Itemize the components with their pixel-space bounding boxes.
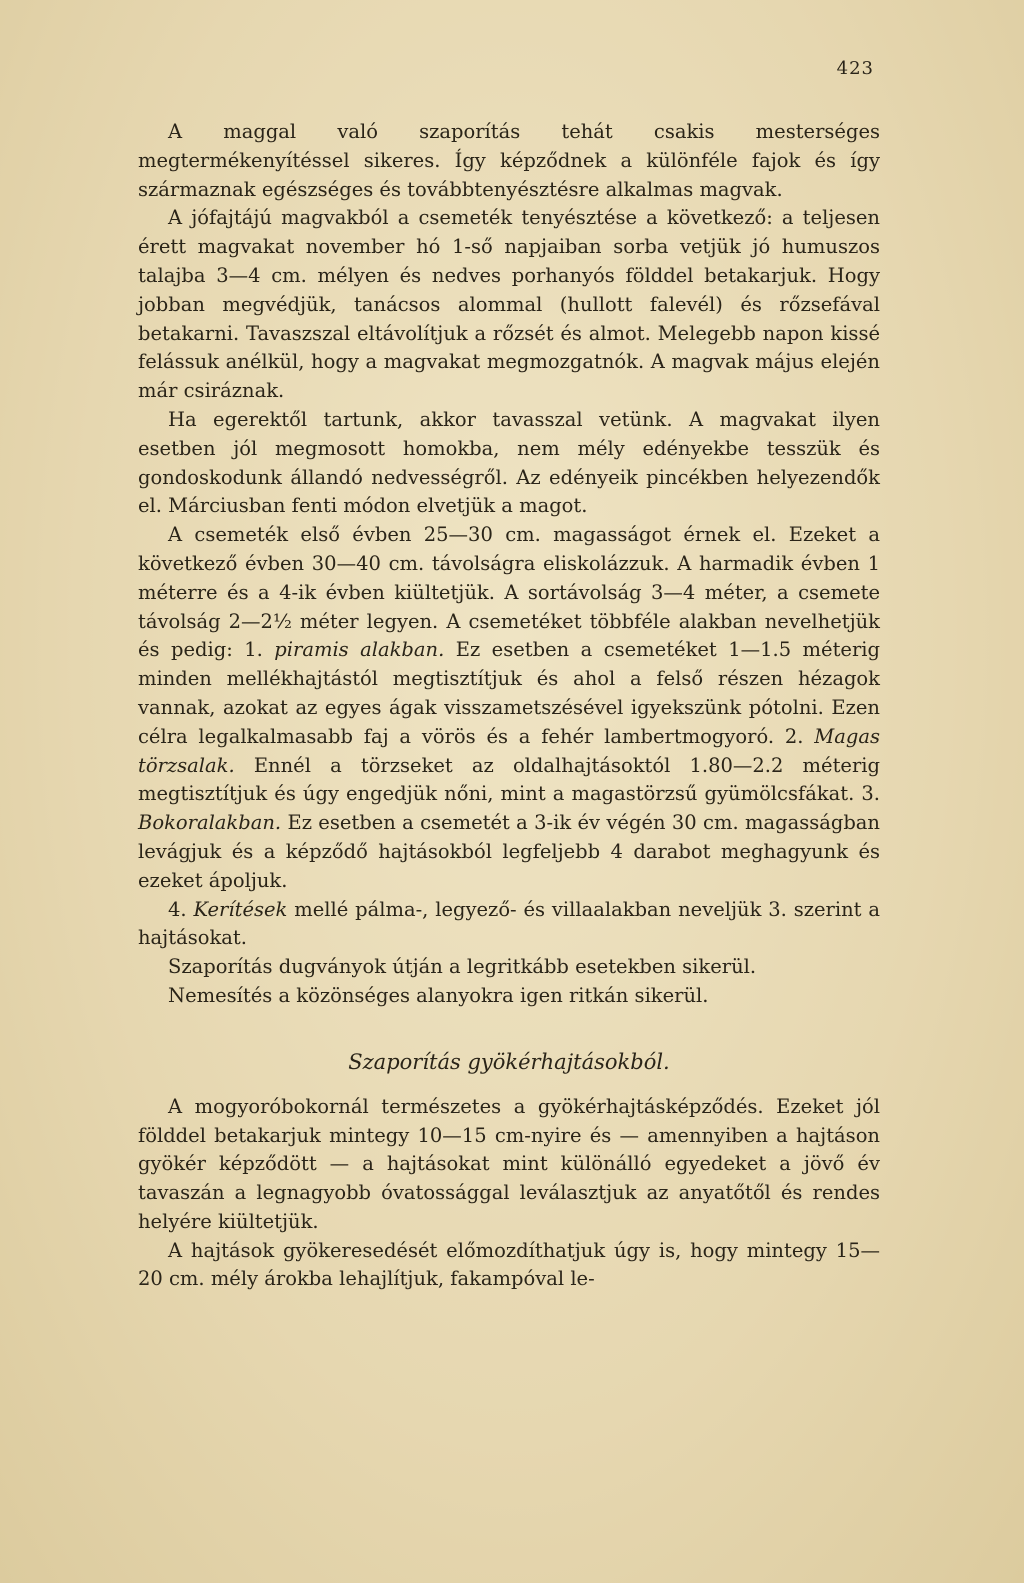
form-fence-text: mellé pálma-, legyező- és villaalakban neveljük 3. szerint a hajtásokat.	[138, 897, 880, 950]
paragraph-fences	[138, 896, 880, 954]
form-fence-label: Kerítések	[193, 897, 288, 921]
paragraph-text: A csemeték első évben 25—30 cm. magasságot érnek el. Ezeket a következő évben 30—40 cm. távolságra eliskolázzuk. A harmadik évben 1 méterre és a 4-ik évben kiültetjük. A sortávolság 3—4 méter, a csemete távolság 2—2½ méter legyen. A csemetéket többféle alakban nevelhetjük és pedig: 1.	[138, 523, 880, 662]
paragraph: A maggal való szaporítás tehát csakis mesterséges megtermékenyítéssel sikeres. Így képződnek a különféle fajok és így származnak egészséges és továbbtenyésztésre alkalmas magvak.	[138, 120, 880, 201]
paragraph: Nemesítés a közönséges alanyokra igen ritkán sikerül.	[168, 983, 709, 1007]
page-body	[138, 118, 880, 1294]
form-pyramid-label: piramis alakban.	[274, 638, 445, 662]
form-fence-number: 4.	[168, 897, 194, 921]
form-bush-label: Bokoralakban.	[138, 811, 282, 835]
page-number: 423	[836, 58, 874, 79]
paragraph: A jófajtájú magvakból a csemeték tenyésztése a következő: a teljesen érett magvakat november hó 1-ső napjaiban sorba vetjük jó humuszos talajba 3—4 cm. mélyen és nedves porhanyós földdel betakarjuk. Hogy jobban megvédjük, tanácsos alommal (hullott falevél) és rőzsefával betakarni. Tavaszszal eltávolítjuk a rőzsét és almot. Melegebb napon kissé felássuk anélkül, hogy a magvakat megmozgatnók. A magvak május elején már csiráznak.	[138, 206, 880, 403]
form-tall-trunk-text: Ennél a törzseket az oldalhajtásoktól 1.80—2.2 méterig megtisztítjuk és úgy engedjük nőni, mint a magastörzsű gyümölcsfákat. 3.	[138, 753, 880, 806]
paragraph: A hajtások gyökeresedését előmozdíthatjuk úgy is, hogy mintegy 15—20 cm. mély árokba lehajlítjuk, fakampóval le-	[138, 1238, 880, 1291]
form-tall-trunk-label: Magas törzsalak.	[138, 724, 880, 777]
paragraph: A mogyoróbokornál természetes a gyökérhajtásképződés. Ezeket jól földdel betakarjuk mintegy 10—15 cm-nyire és — amennyiben a hajtáson gyökér képződött — a hajtásokat mint különálló egyedeket a jövő év tavaszán a legnagyobb óvatossággal leválasztjuk az anyatőtől és rendes helyére kiültetjük.	[138, 1094, 880, 1233]
paragraph: Ha egerektől tartunk, akkor tavasszal vetünk. A magvakat ilyen esetben jól megmosott homokba, nem mély edényekbe tesszük és gondoskodunk állandó nedvességről. Az edényeik pincékben helyezendők el. Márciusban fenti módon elvetjük a magot.	[138, 407, 880, 518]
form-bush-text: Ez esetben a csemetét a 3-ik év végén 30 cm. magasságban levágjuk és a képződő hajtásokból legfeljebb 4 darabot meghagyunk és ezeket ápoljuk.	[138, 811, 880, 892]
paragraph-growth-forms	[138, 521, 880, 895]
paragraph: Szaporítás dugványok útján a legritkább esetekben sikerül.	[168, 955, 757, 979]
form-pyramid-text: Ez esetben a csemetéket 1—1.5 méterig minden mellékhajtástól megtisztítjuk és ahol a felső részen hézagok vannak, azokat az egyes ágak visszametszésével igyekszünk pótolni. Ezen célra legalkalmasabb faj a vörös és a fehér lambertmogyoró. 2.	[138, 638, 881, 748]
section-heading: Szaporítás gyökérhajtásokból.	[348, 1049, 670, 1074]
